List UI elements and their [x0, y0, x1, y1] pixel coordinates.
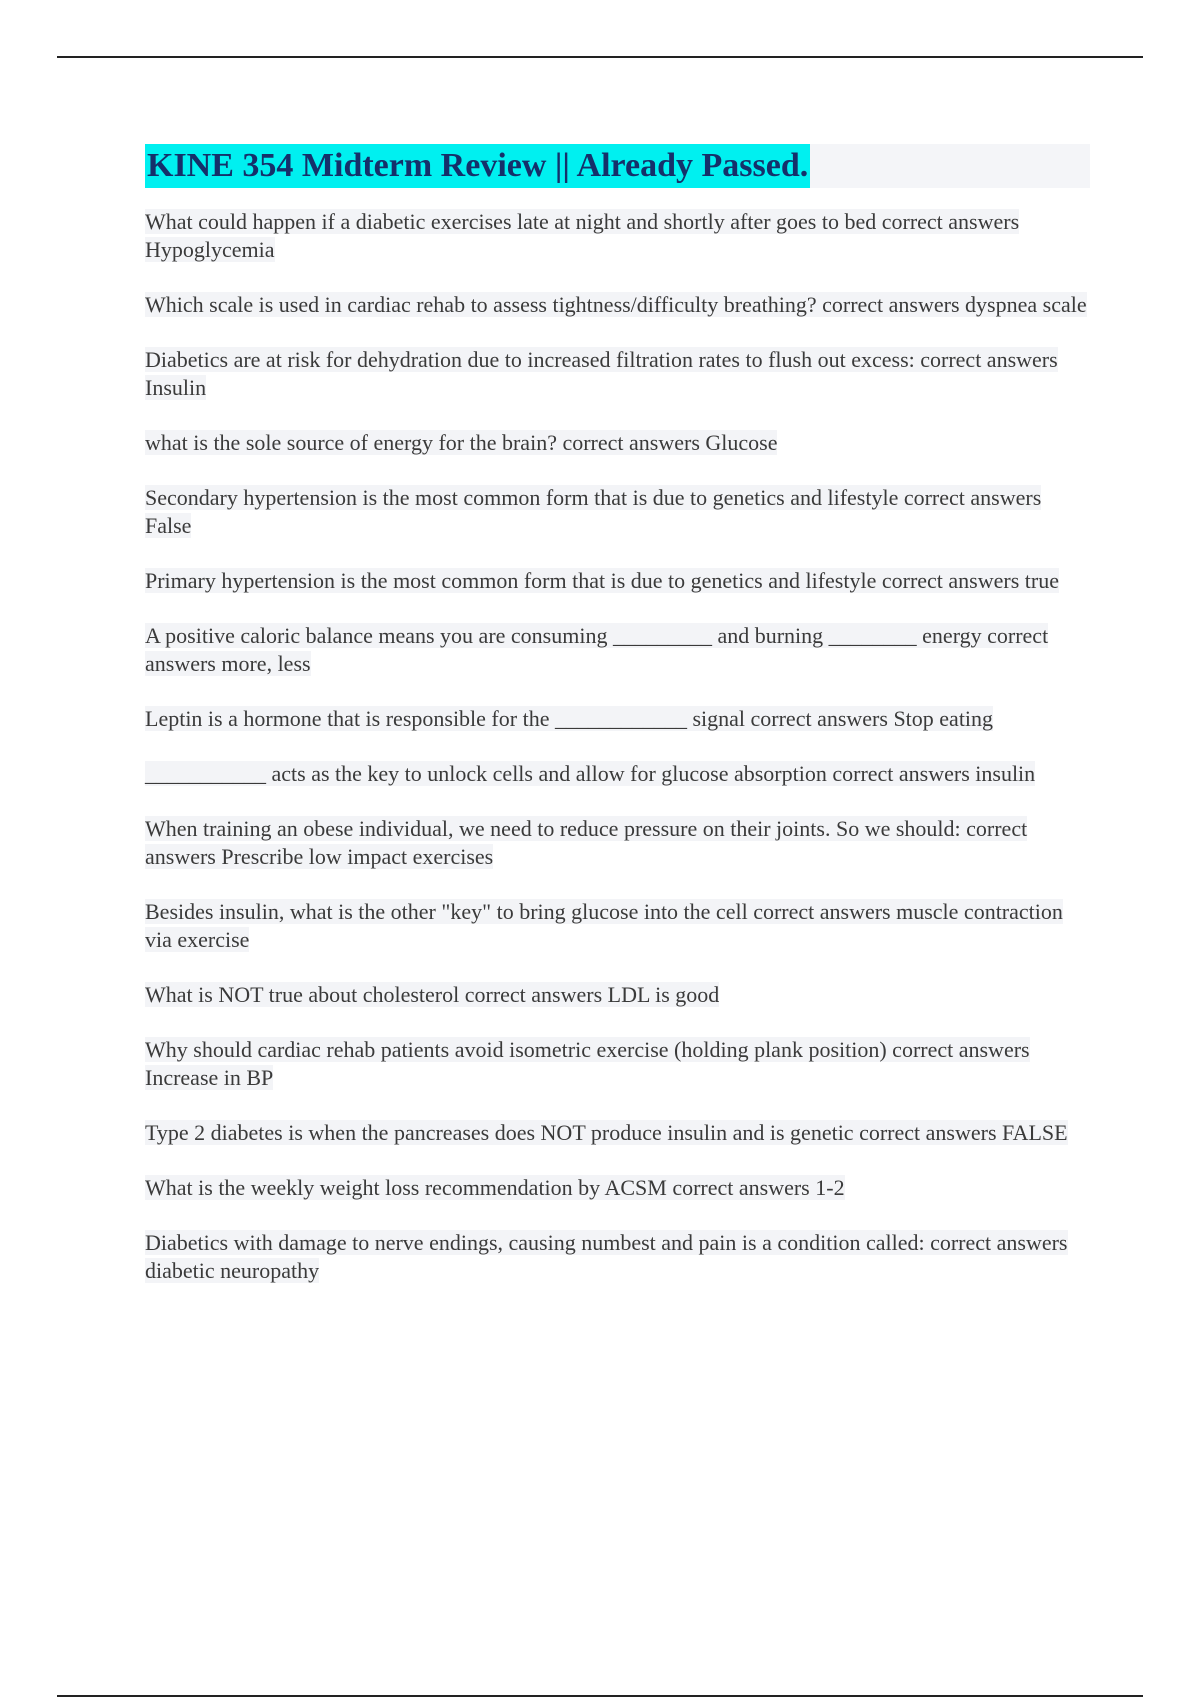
- qa-item-2: [145, 291, 1090, 319]
- bottom-rule: [57, 1695, 1143, 1697]
- document-title: KINE 354 Midterm Review || Already Passed.: [145, 144, 810, 188]
- qa-item-13: [145, 1036, 1090, 1092]
- qa-item-4: [145, 429, 1090, 457]
- title-banner: [145, 144, 1090, 188]
- qa-item-8: [145, 705, 1090, 733]
- qa-item-16: [145, 1229, 1090, 1285]
- document-body: [145, 144, 1090, 1312]
- qa-item-10: [145, 815, 1090, 871]
- qa-text: Primary hypertension is the most common form that is due to genetics and lifestyle correct answers true: [145, 568, 1059, 593]
- qa-text: Type 2 diabetes is when the pancreases does NOT produce insulin and is genetic correct answers FALSE: [145, 1120, 1068, 1145]
- qa-item-9: [145, 760, 1090, 788]
- qa-item-6: [145, 567, 1090, 595]
- qa-text: What could happen if a diabetic exercises late at night and shortly after goes to bed correct answers Hypoglycemia: [145, 209, 1020, 262]
- qa-text: A positive caloric balance means you are consuming _________ and burning ________ energy correct answers more, less: [145, 623, 1049, 676]
- qa-item-7: [145, 622, 1090, 678]
- qa-item-12: [145, 981, 1090, 1009]
- qa-item-5: [145, 484, 1090, 540]
- qa-text: Leptin is a hormone that is responsible for the ____________ signal correct answers Stop eating: [145, 706, 994, 731]
- qa-text: What is the weekly weight loss recommendation by ACSM correct answers 1-2: [145, 1175, 845, 1200]
- qa-text: what is the sole source of energy for the brain? correct answers Glucose: [145, 430, 778, 455]
- qa-text: Besides insulin, what is the other "key" to bring glucose into the cell correct answers muscle contraction via exercise: [145, 899, 1063, 952]
- qa-text: Diabetics with damage to nerve endings, causing numbest and pain is a condition called: correct answers diabetic neuropathy: [145, 1230, 1068, 1283]
- qa-text: Why should cardiac rehab patients avoid isometric exercise (holding plank position) correct answers Increase in BP: [145, 1037, 1030, 1090]
- qa-item-3: [145, 346, 1090, 402]
- qa-text: ___________ acts as the key to unlock cells and allow for glucose absorption correct answers insulin: [145, 761, 1036, 786]
- qa-text: What is NOT true about cholesterol correct answers LDL is good: [145, 982, 720, 1007]
- qa-text: Diabetics are at risk for dehydration due to increased filtration rates to flush out excess: correct answers Insulin: [145, 347, 1058, 400]
- qa-text: When training an obese individual, we need to reduce pressure on their joints. So we should: correct answers Prescribe low impact exercises: [145, 816, 1028, 869]
- qa-item-15: [145, 1174, 1090, 1202]
- qa-item-14: [145, 1119, 1090, 1147]
- qa-item-1: [145, 208, 1090, 264]
- qa-item-11: [145, 898, 1090, 954]
- top-rule: [57, 56, 1143, 58]
- qa-text: Secondary hypertension is the most common form that is due to genetics and lifestyle correct answers False: [145, 485, 1042, 538]
- qa-text: Which scale is used in cardiac rehab to assess tightness/difficulty breathing? correct answers dyspnea scale: [145, 292, 1087, 317]
